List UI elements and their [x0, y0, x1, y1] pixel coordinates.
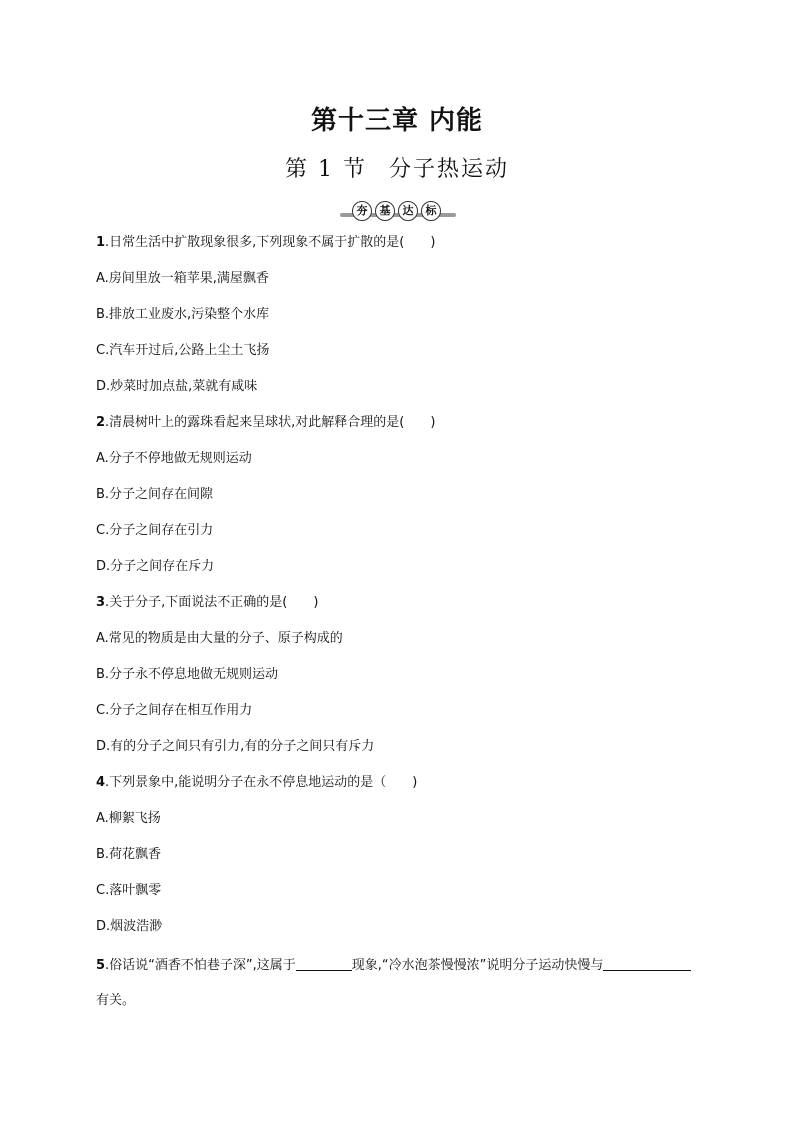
question-5-continuation: 有关。: [96, 993, 136, 1008]
banner-char: 标: [421, 201, 441, 221]
question-1-option-b: B.排放工业废水,污染整个水库: [96, 307, 270, 322]
section-number: 第 1 节: [285, 157, 367, 182]
question-text: .下列景象中,能说明分子在永不停息地运动的是（ ): [105, 775, 418, 790]
banner-char: 夯: [352, 201, 372, 221]
question-4-stem: [96, 774, 417, 792]
question-2-option-c: C.分子之间存在引力: [96, 523, 214, 538]
question-4-option-b: B.荷花飘香: [96, 847, 162, 862]
question-text-part1: .俗话说“酒香不怕巷子深”,这属于: [105, 958, 296, 973]
question-text: .关于分子,下面说法不正确的是( ): [105, 595, 319, 610]
banner-chars: [352, 201, 441, 221]
question-3-stem: [96, 594, 318, 612]
question-5-stem: [96, 956, 691, 975]
section-title: [0, 152, 794, 183]
question-4-option-d: D.烟波浩渺: [96, 919, 163, 934]
question-2-option-b: B.分子之间存在间隙: [96, 487, 214, 502]
banner-char: 达: [398, 201, 418, 221]
question-4-option-a: A.柳絮飞扬: [96, 811, 161, 826]
section-name: 分子热运动: [388, 157, 509, 182]
question-1-option-a: A.房间里放一箱苹果,满屋飘香: [96, 271, 269, 286]
question-number: 1: [96, 235, 106, 250]
question-4-option-c: C.落叶飘零: [96, 883, 162, 898]
answer-blank-1[interactable]: [296, 956, 352, 971]
question-number: 2: [96, 415, 106, 430]
question-number: 5: [96, 958, 106, 973]
question-3-option-a: A.常见的物质是由大量的分子、原子构成的: [96, 631, 343, 646]
answer-blank-2[interactable]: [603, 956, 691, 971]
question-3-option-d: D.有的分子之间只有引力,有的分子之间只有斥力: [96, 739, 375, 754]
question-text: .清晨树叶上的露珠看起来呈球状,对此解释合理的是( ): [105, 415, 436, 430]
question-2-option-a: A.分子不停地做无规则运动: [96, 451, 252, 466]
section-banner: [340, 200, 456, 222]
question-1-option-c: C.汽车开过后,公路上尘土飞扬: [96, 343, 270, 358]
question-number: 4: [96, 775, 106, 790]
question-2-stem: [96, 414, 435, 432]
question-3-option-b: B.分子永不停息地做无规则运动: [96, 667, 279, 682]
question-3-option-c: C.分子之间存在相互作用力: [96, 703, 253, 718]
question-1-stem: [96, 234, 435, 252]
question-2-option-d: D.分子之间存在斥力: [96, 559, 215, 574]
chapter-title: 第十三章 内能: [310, 106, 484, 136]
question-number: 3: [96, 595, 106, 610]
question-text-part2: 现象,“冷水泡茶慢慢浓”说明分子运动快慢与: [351, 958, 604, 973]
question-1-option-d: D.炒菜时加点盐,菜就有咸味: [96, 379, 258, 394]
question-text: .日常生活中扩散现象很多,下列现象不属于扩散的是( ): [105, 235, 436, 250]
banner-char: 基: [375, 201, 395, 221]
